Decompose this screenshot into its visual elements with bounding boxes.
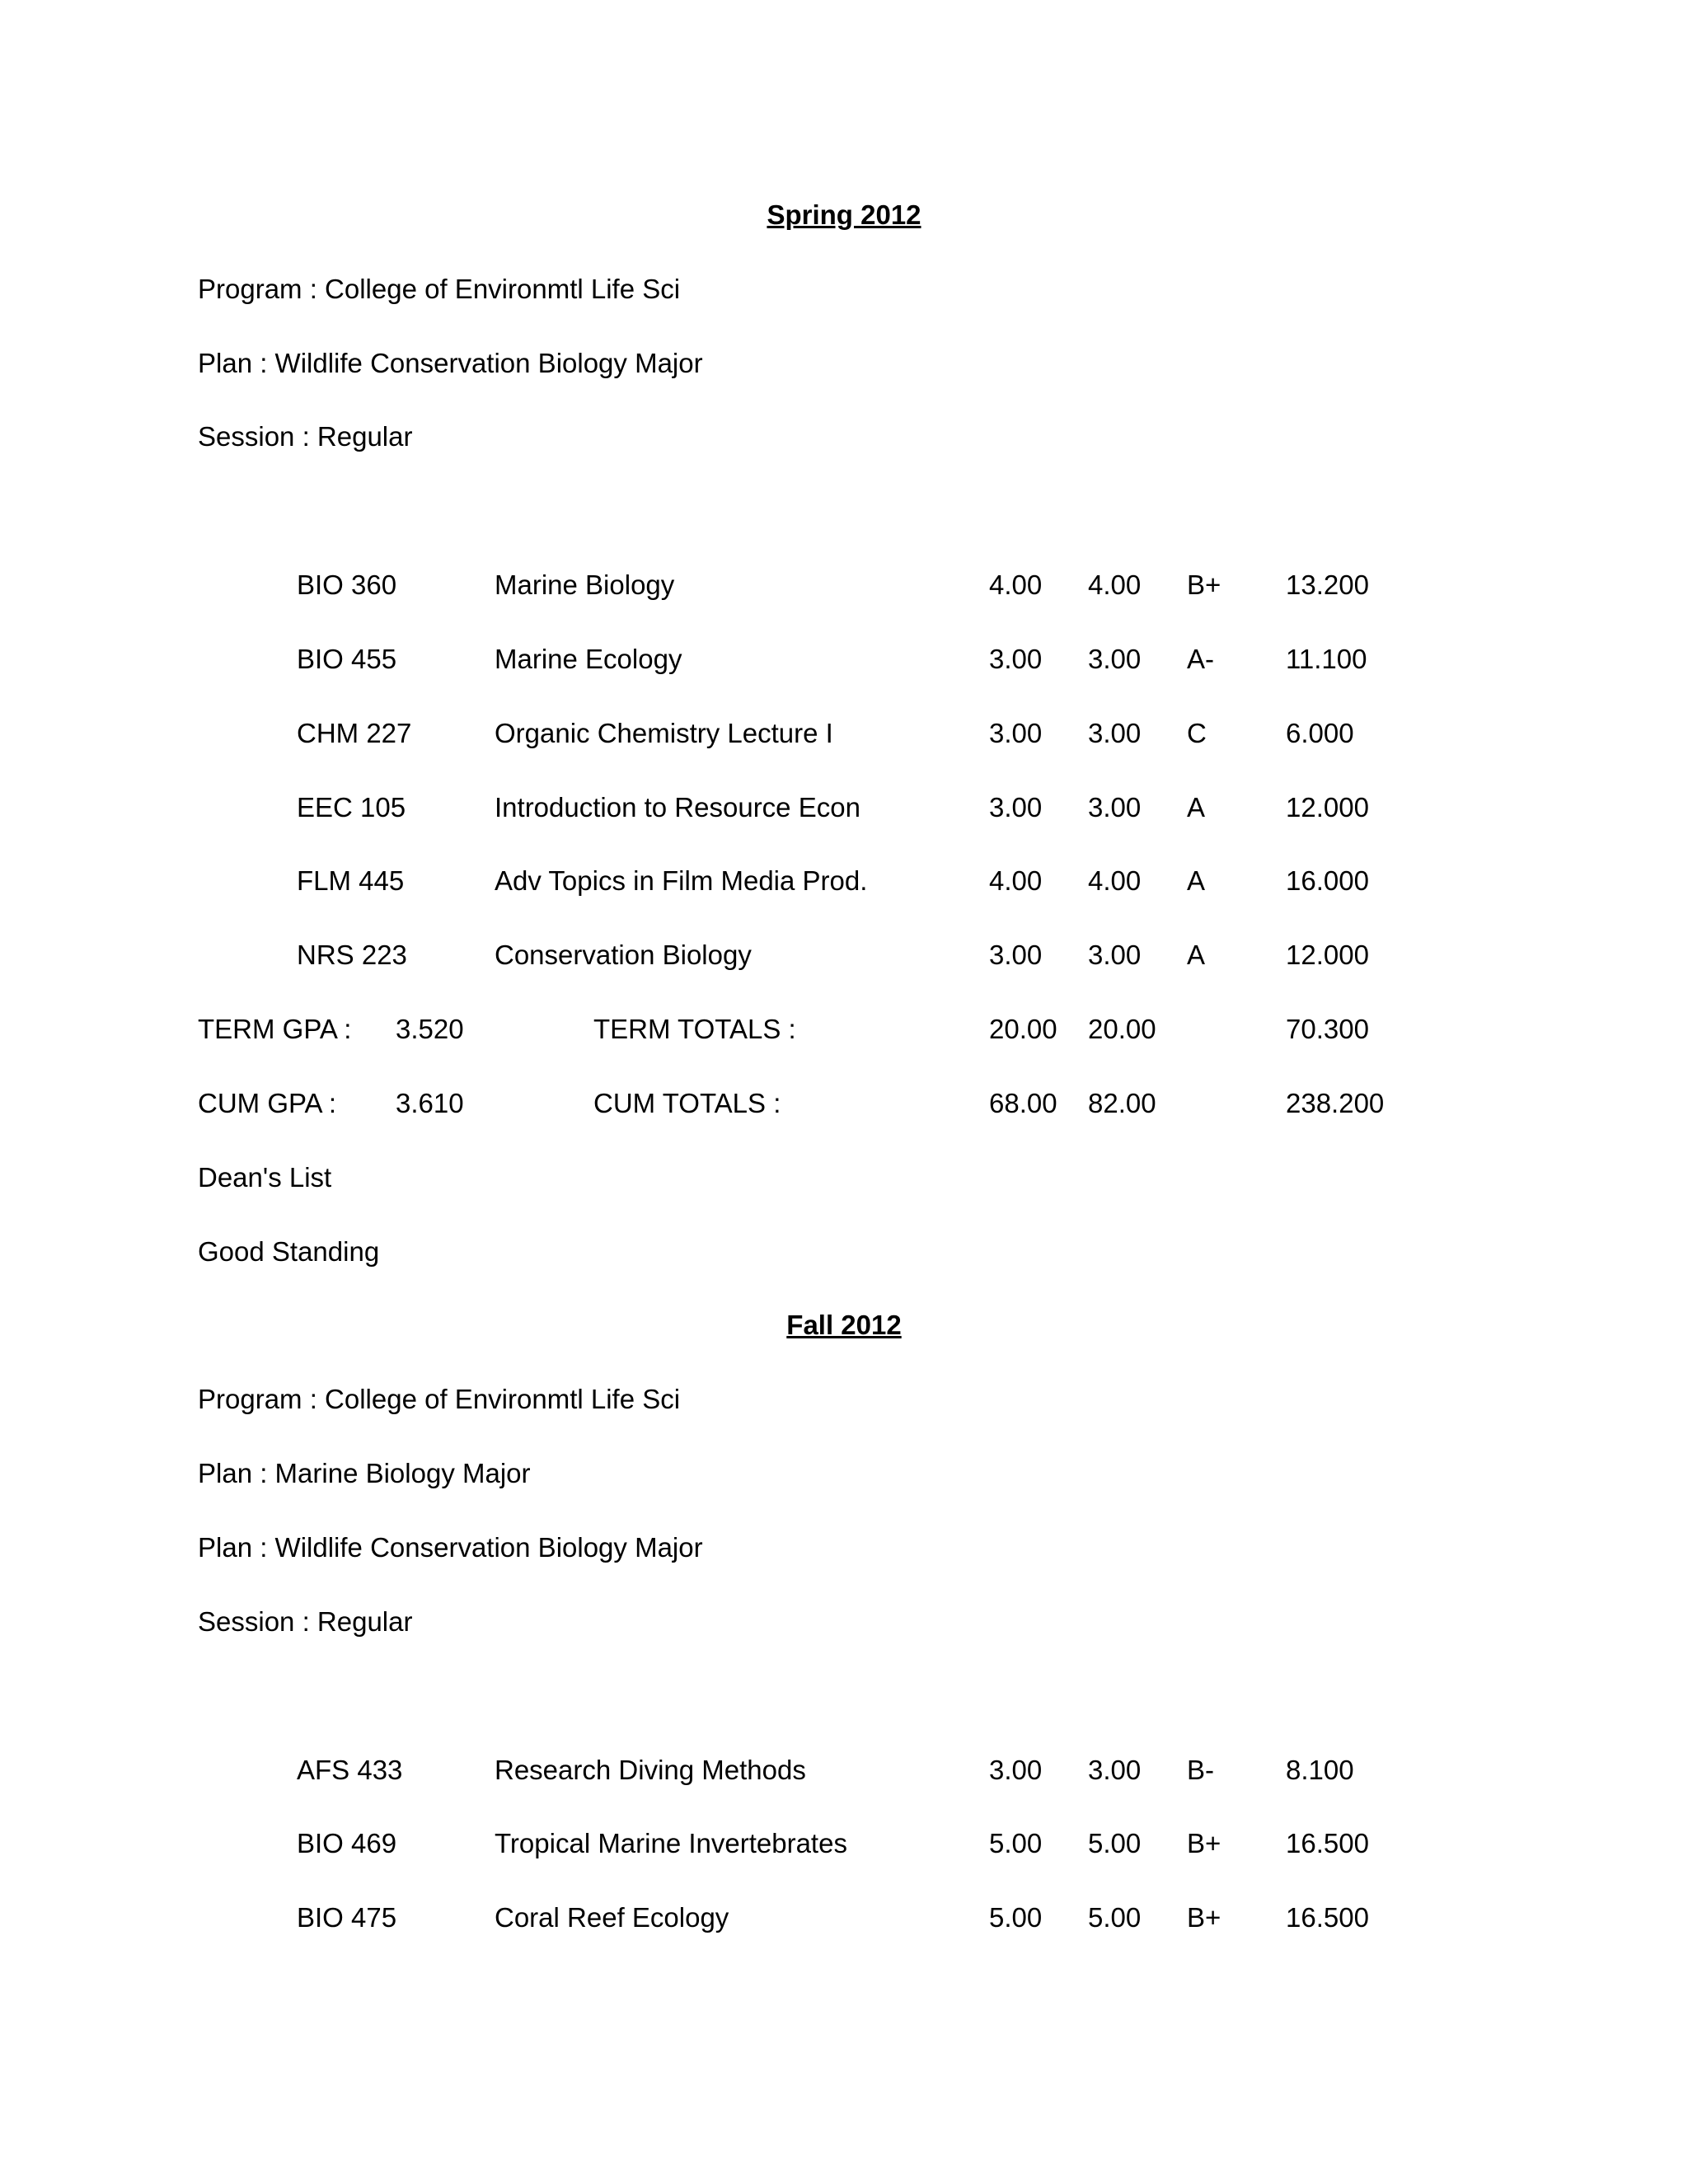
course-title: Marine Biology — [495, 569, 675, 600]
course-row — [0, 713, 1688, 754]
total-earned: 82.00 — [1088, 1088, 1156, 1118]
units-attempted: 5.00 — [989, 1902, 1043, 1933]
course-row — [0, 639, 1688, 680]
term-totals-row — [0, 1009, 1688, 1050]
grade-points: 6.000 — [1286, 718, 1354, 748]
total-earned: 20.00 — [1088, 1014, 1156, 1044]
info-text: Plan : Wildlife Conservation Biology Major — [198, 1532, 703, 1563]
course-grade: A — [1187, 865, 1206, 896]
totals-label: TERM TOTALS : — [593, 1014, 796, 1044]
course-code: BIO 469 — [297, 1828, 397, 1858]
units-earned: 5.00 — [1088, 1828, 1142, 1858]
total-attempted: 68.00 — [989, 1088, 1057, 1118]
units-attempted: 3.00 — [989, 718, 1043, 748]
units-attempted: 4.00 — [989, 865, 1043, 896]
course-grade: B- — [1187, 1755, 1214, 1785]
total-attempted: 20.00 — [989, 1014, 1057, 1044]
units-earned: 3.00 — [1088, 718, 1142, 748]
program-line — [0, 1379, 1688, 1420]
session-line — [0, 1601, 1688, 1643]
units-attempted: 3.00 — [989, 792, 1043, 823]
plan-line — [0, 1527, 1688, 1568]
units-attempted: 3.00 — [989, 940, 1043, 970]
units-earned: 3.00 — [1088, 1755, 1142, 1785]
units-earned: 3.00 — [1088, 792, 1142, 823]
course-row — [0, 787, 1688, 828]
course-row — [0, 935, 1688, 976]
grade-points: 16.500 — [1286, 1828, 1369, 1858]
course-row — [0, 1750, 1688, 1791]
totals-label: CUM TOTALS : — [593, 1088, 781, 1118]
units-earned: 3.00 — [1088, 644, 1142, 674]
units-earned: 5.00 — [1088, 1902, 1142, 1933]
course-grade: B+ — [1187, 1828, 1221, 1858]
course-title: Coral Reef Ecology — [495, 1902, 729, 1933]
info-text: Session : Regular — [198, 421, 413, 452]
course-title: Marine Ecology — [495, 644, 682, 674]
course-grade: B+ — [1187, 1902, 1221, 1933]
course-title: Organic Chemistry Lecture I — [495, 718, 833, 748]
term-heading: Fall 2012 — [786, 1310, 902, 1340]
grade-points: 11.100 — [1286, 644, 1367, 674]
course-row — [0, 1897, 1688, 1938]
plan-line — [0, 1453, 1688, 1494]
course-row — [0, 565, 1688, 606]
course-row — [0, 860, 1688, 902]
course-title: Conservation Biology — [495, 940, 752, 970]
session-line — [0, 416, 1688, 457]
gpa-label: TERM GPA : — [198, 1014, 352, 1044]
course-grade: C — [1187, 718, 1207, 748]
course-code: FLM 445 — [297, 865, 405, 896]
cum-totals-row — [0, 1083, 1688, 1124]
term-heading: Spring 2012 — [767, 199, 921, 230]
units-attempted: 3.00 — [989, 1755, 1043, 1785]
course-title: Adv Topics in Film Media Prod. — [495, 865, 868, 896]
gpa-value: 3.520 — [396, 1014, 464, 1044]
info-text: Plan : Wildlife Conservation Biology Major — [198, 348, 703, 378]
course-code: BIO 475 — [297, 1902, 397, 1933]
plan-line — [0, 343, 1688, 384]
grade-points: 12.000 — [1286, 940, 1369, 970]
course-code: BIO 455 — [297, 644, 397, 674]
course-code: EEC 105 — [297, 792, 406, 823]
gpa-label: CUM GPA : — [198, 1088, 337, 1118]
course-title: Introduction to Resource Econ — [495, 792, 860, 823]
info-text: Program : College of Environmtl Life Sci — [198, 274, 681, 304]
course-code: BIO 360 — [297, 569, 397, 600]
grade-points: 13.200 — [1286, 569, 1369, 600]
note-text: Good Standing — [198, 1236, 380, 1267]
standing-line — [0, 1231, 1688, 1272]
course-grade: A — [1187, 792, 1206, 823]
course-grade: A- — [1187, 644, 1214, 674]
course-title: Tropical Marine Invertebrates — [495, 1828, 847, 1858]
units-earned: 4.00 — [1088, 865, 1142, 896]
units-attempted: 5.00 — [989, 1828, 1043, 1858]
grade-points: 16.000 — [1286, 865, 1369, 896]
units-earned: 3.00 — [1088, 940, 1142, 970]
gpa-value: 3.610 — [396, 1088, 464, 1118]
program-line — [0, 269, 1688, 310]
course-grade: B+ — [1187, 569, 1221, 600]
total-points: 70.300 — [1286, 1014, 1369, 1044]
info-text: Program : College of Environmtl Life Sci — [198, 1384, 681, 1414]
info-text: Plan : Marine Biology Major — [198, 1458, 531, 1488]
note-text: Dean's List — [198, 1162, 332, 1193]
course-code: AFS 433 — [297, 1755, 403, 1785]
course-code: CHM 227 — [297, 718, 412, 748]
total-points: 238.200 — [1286, 1088, 1385, 1118]
grade-points: 12.000 — [1286, 792, 1369, 823]
grade-points: 16.500 — [1286, 1902, 1369, 1933]
units-attempted: 3.00 — [989, 644, 1043, 674]
course-row — [0, 1823, 1688, 1864]
units-attempted: 4.00 — [989, 569, 1043, 600]
course-code: NRS 223 — [297, 940, 407, 970]
course-grade: A — [1187, 940, 1206, 970]
course-title: Research Diving Methods — [495, 1755, 806, 1785]
units-earned: 4.00 — [1088, 569, 1142, 600]
deans-list-line — [0, 1157, 1688, 1198]
grade-points: 8.100 — [1286, 1755, 1354, 1785]
info-text: Session : Regular — [198, 1606, 413, 1637]
